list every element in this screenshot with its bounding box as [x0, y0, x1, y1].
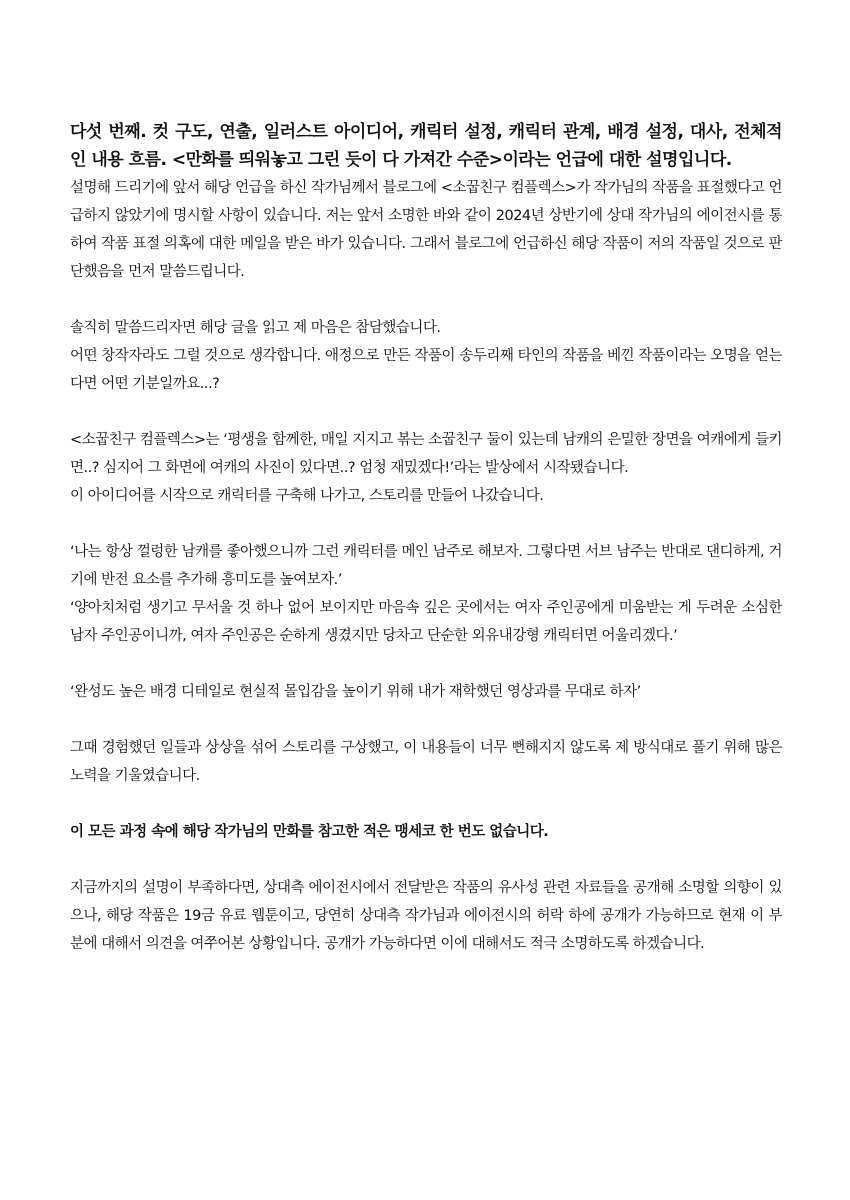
paragraph-character-1: ‘나는 항상 껄렁한 남캐를 좋아했으니까 그런 캐릭터를 메인 남주로 해보자. 그렇다면 서브 남주는 반대로 댄디하게, 거기에 반전 요소를 추가해 흥미도를 높여보자.’ [70, 544, 782, 588]
paragraph-feeling-2: 어떤 창작자라도 그럴 것으로 생각합니다. 애정으로 만든 작품이 송두리째 타인의 작품을 베낀 작품이라는 오명을 얻는다면 어떤 기분일까요...? [70, 348, 782, 392]
spacer [70, 706, 782, 734]
spacer [70, 510, 782, 538]
spacer [70, 650, 782, 678]
spacer [70, 398, 782, 426]
spacer [70, 846, 782, 874]
spacer [70, 286, 782, 314]
paragraph-story: 그때 경험했던 일들과 상상을 섞어 스토리를 구상했고, 이 내용들이 너무 뻔해지지 않도록 제 방식대로 풀기 위해 많은 노력을 기울였습니다. [70, 740, 782, 784]
paragraph-background: ‘완성도 높은 배경 디테일로 현실적 몰입감을 높이기 위해 내가 재학했던 영상과를 무대로 하자’ [70, 684, 641, 700]
paragraph-statement: 이 모든 과정 속에 해당 작가님의 만화를 참고한 적은 맹세코 한 번도 없습니다. [70, 824, 549, 840]
paragraph-intro: 설명해 드리기에 앞서 해당 언급을 하신 작가님께서 블로그에 <소꿉친구 컴플렉스>가 작가님의 작품을 표절했다고 언급하지 않았기에 명시할 사항이 있습니다. 저는 앞서 소명한 바와 같이 2024년 상반기에 상대 작가님의 에이전시를 통하여 작품 표절 의혹에 대한 메일을 받은 바가 있습니다. 그래서 블로그에 언급하신 해당 작품이 저의 작품일 것으로 판단했음을 먼저 말씀드립니다. [70, 180, 782, 280]
paragraph-origin-2: 이 아이디어를 시작으로 캐릭터를 구축해 나가고, 스토리를 만들어 나갔습니다. [70, 488, 544, 504]
paragraph-feeling-1: 솔직히 말씀드리자면 해당 글을 읽고 제 마음은 참담했습니다. [70, 320, 441, 336]
section-heading: 다섯 번째. 컷 구도, 연출, 일러스트 아이디어, 캐릭터 설정, 캐릭터 관계, 배경 설정, 대사, 전체적인 내용 흐름. <만화를 띄워놓고 그린 듯이 다 가져간 수준>이라는 언급에 대한 설명입니다. [70, 122, 782, 170]
document-body [70, 118, 782, 958]
spacer [70, 790, 782, 818]
paragraph-character-2: ‘양아치처럼 생기고 무서울 것 하나 없어 보이지만 마음속 깊은 곳에서는 여자 주인공에게 미움받는 게 두려운 소심한 남자 주인공이니까, 여자 주인공은 순하게 생겼지만 당차고 단순한 외유내강형 캐릭터면 어울리겠다.’ [70, 600, 782, 644]
paragraph-closing: 지금까지의 설명이 부족하다면, 상대측 에이전시에서 전달받은 작품의 유사성 관련 자료들을 공개해 소명할 의향이 있으나, 해당 작품은 19금 유료 웹툰이고, 당연히 상대측 작가님과 에이전시의 허락 하에 공개가 가능하므로 현재 이 부분에 대해서 의견을 여쭈어본 상황입니다. 공개가 가능하다면 이에 대해서도 적극 소명하도록 하겠습니다. [70, 880, 782, 952]
paragraph-origin-1: <소꿉친구 컴플렉스>는 ‘평생을 함께한, 매일 지지고 볶는 소꿉친구 둘이 있는데 남캐의 은밀한 장면을 여캐에게 들키면..? 심지어 그 화면에 여캐의 사진이 있다면..? 엄청 재밌겠다!’라는 발상에서 시작됐습니다. [70, 432, 782, 476]
